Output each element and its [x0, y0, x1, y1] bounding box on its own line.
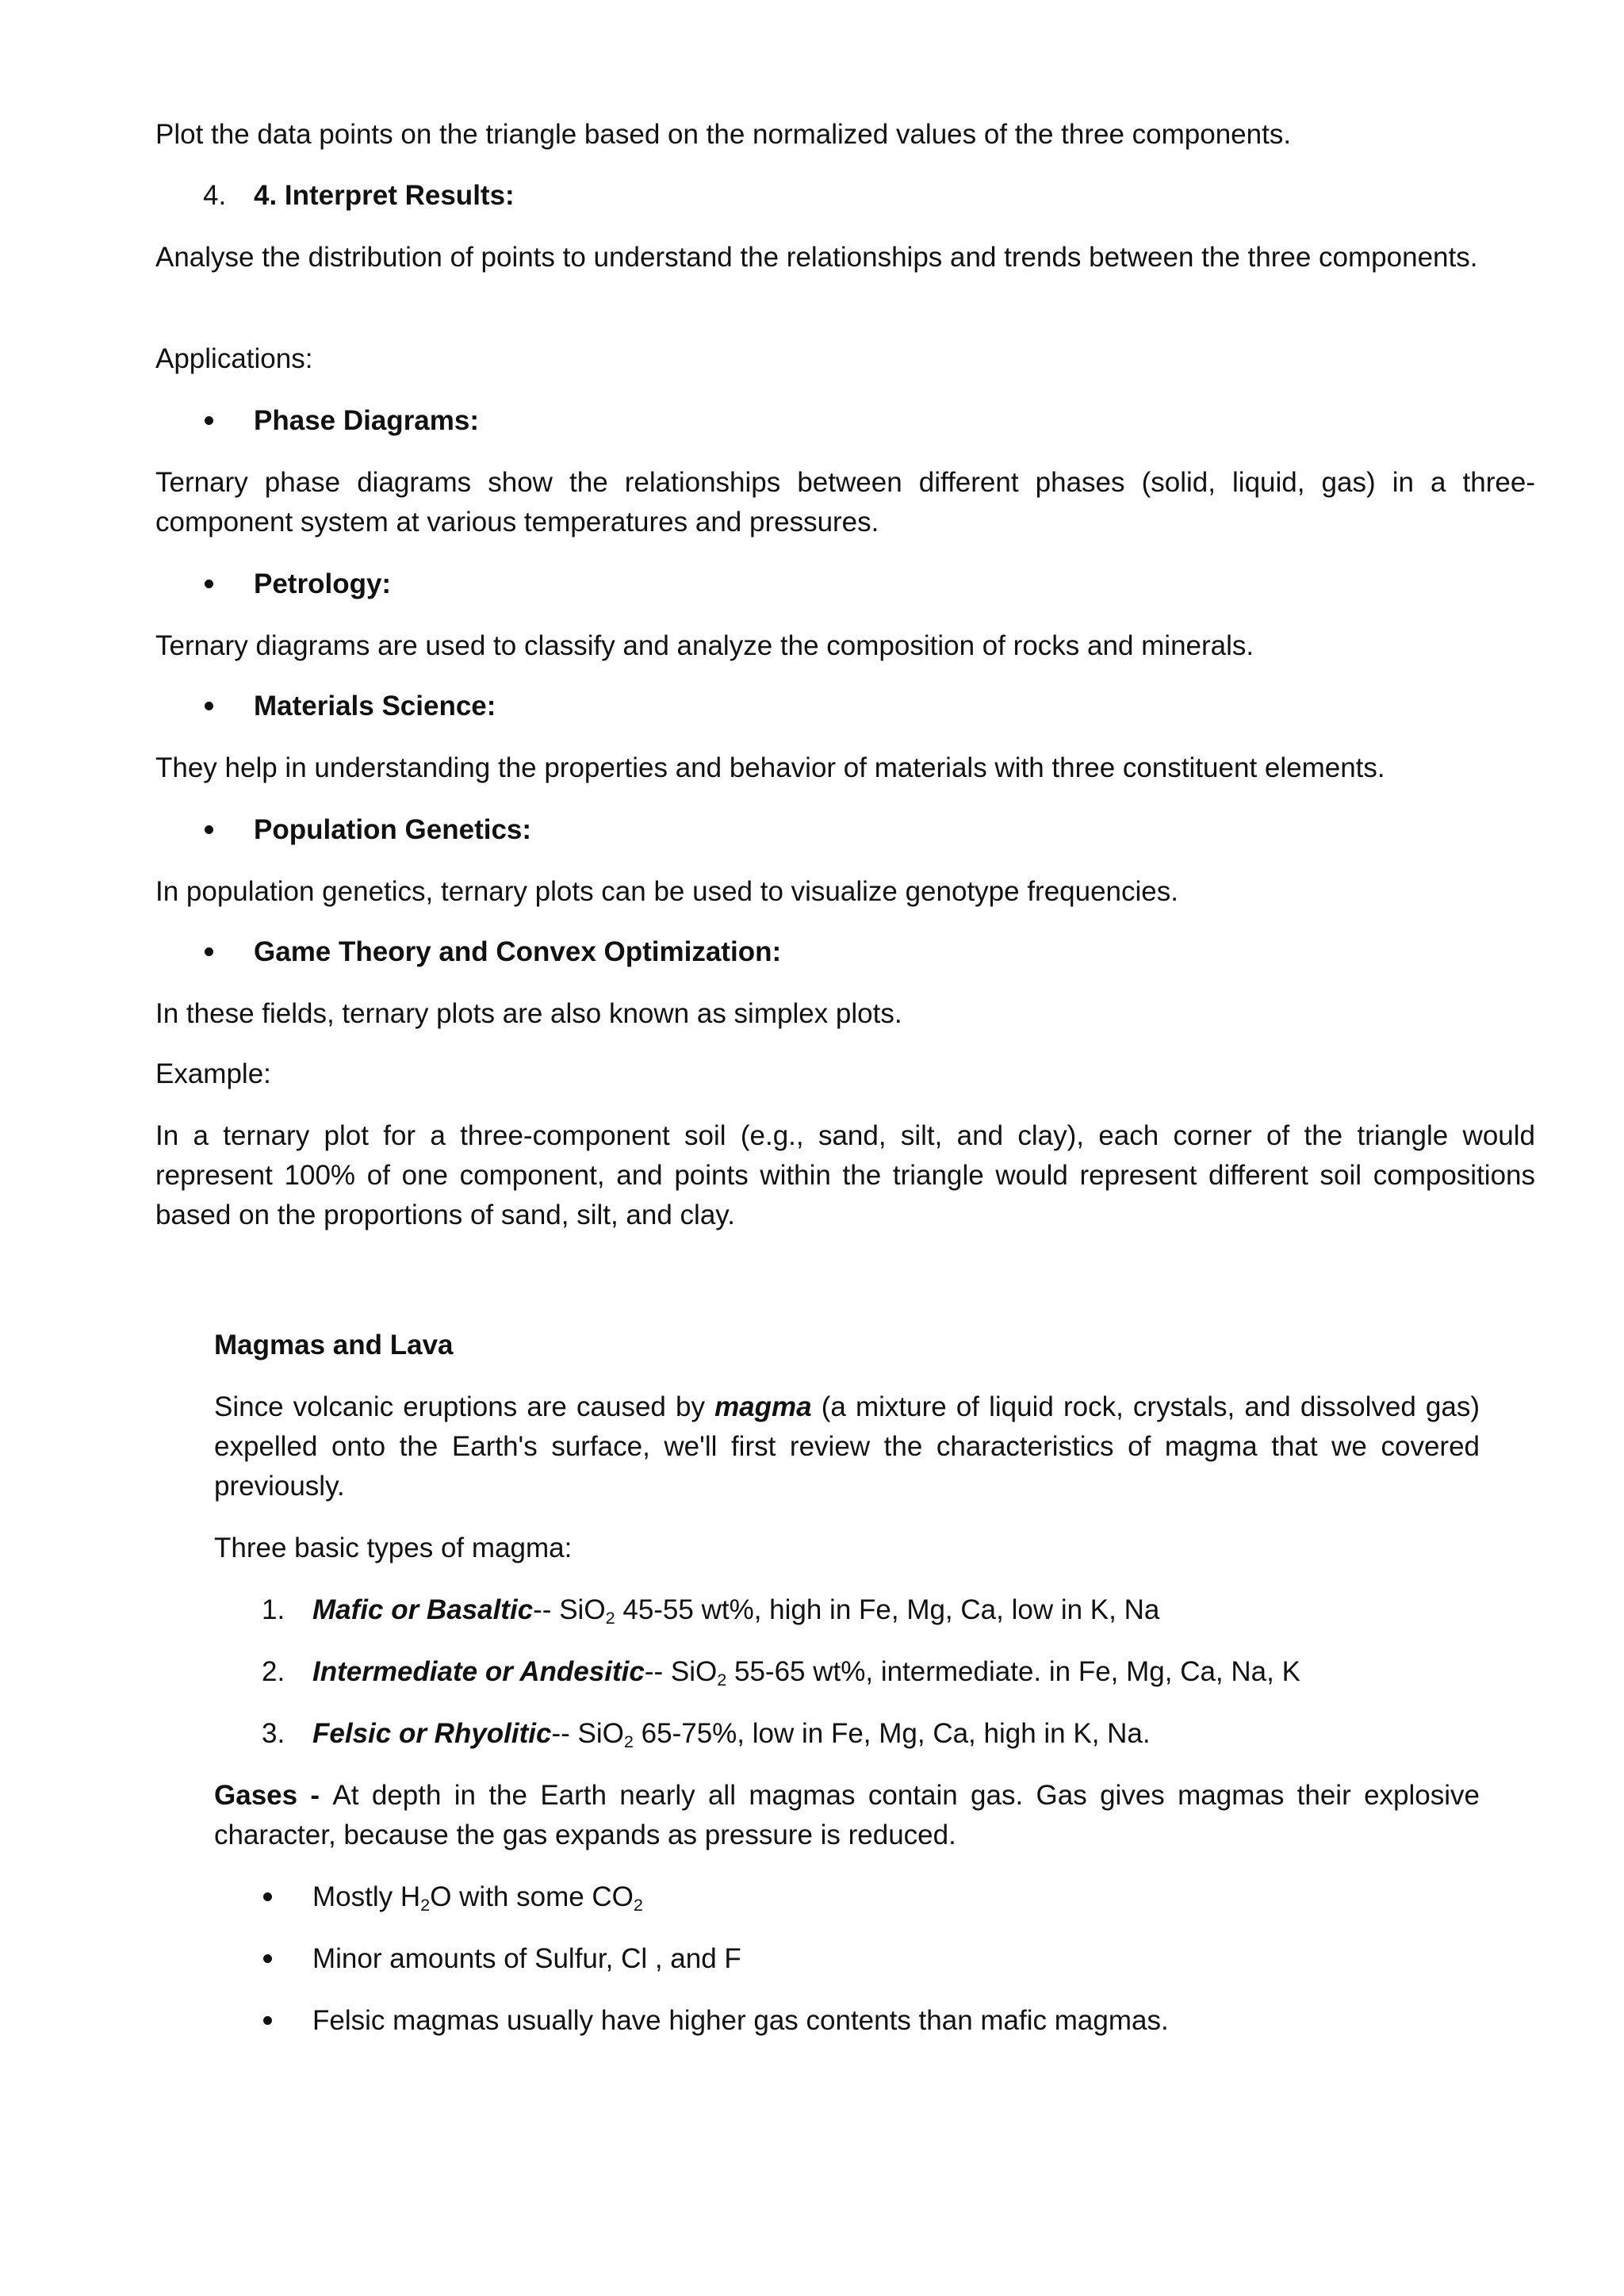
bullet-icon — [205, 810, 213, 850]
gas-item-text: Minor amounts of Sulfur, Cl , and F — [312, 1943, 741, 1974]
bullet-icon — [205, 687, 213, 726]
applications-label: Applications: — [155, 343, 313, 374]
bullet-icon — [263, 2001, 272, 2041]
magma-intro-paragraph: Since volcanic eruptions are caused by magma (a mixture of liquid rock, crystals, and dissolved gas) expelled onto the Earth's surface, we'll first review the characteristics of magma that we covered previously. — [214, 1391, 1480, 1502]
bullet-icon — [263, 1939, 272, 1979]
app-heading: Petrology: — [254, 568, 392, 599]
magma-type-text: Felsic or Rhyolitic-- SiO$_2$ 65-75%, low in Fe, Mg, Ca, high in K, Na. — [312, 1718, 1151, 1752]
app-text: In these fields, ternary plots are also known as simplex plots. — [155, 998, 902, 1029]
list-number: 1. — [262, 1594, 285, 1625]
bullet-icon — [205, 564, 213, 604]
gas-item-text: Mostly $H_2O$ with some $CO_2$ — [312, 1881, 643, 1915]
bullet-icon — [205, 401, 213, 441]
list-number: 3. — [262, 1718, 285, 1749]
example-label: Example: — [155, 1058, 271, 1089]
step-4-heading: 4. Interpret Results: — [254, 180, 515, 211]
app-heading: Population Genetics: — [254, 814, 532, 845]
app-heading: Materials Science: — [254, 691, 496, 721]
gases-paragraph: Gases - At depth in the Earth nearly all magmas contain gas. Gas gives magmas their explosive character, because the gas expands as pressure is reduced. — [214, 1780, 1480, 1850]
magmas-heading: Magmas and Lava — [214, 1330, 454, 1360]
magma-term: magma — [714, 1391, 812, 1422]
list-number: 2. — [262, 1656, 285, 1687]
app-text: They help in understanding the properties and behavior of materials with three constituent elements. — [155, 752, 1385, 783]
bullet-icon — [205, 932, 213, 972]
magma-type-text: Mafic or Basaltic-- SiO$_2$ 45-55 wt%, high in Fe, Mg, Ca, low in K, Na — [312, 1594, 1160, 1628]
plot-paragraph: Plot the data points on the triangle based on the normalized values of the three components. — [155, 119, 1292, 150]
app-heading: Phase Diagrams: — [254, 405, 480, 436]
types-label: Three basic types of magma: — [214, 1533, 573, 1563]
app-text: In population genetics, ternary plots can be used to visualize genotype frequencies. — [155, 876, 1178, 907]
app-text: Ternary phase diagrams show the relationships between different phases (solid, liquid, gas) in a three-component system at various temperatures and pressures. — [155, 467, 1535, 538]
gas-item-text: Felsic magmas usually have higher gas contents than mafic magmas. — [312, 2005, 1169, 2036]
gases-label: Gases - — [214, 1780, 333, 1811]
step-4-number: 4. — [203, 180, 227, 211]
analyse-paragraph: Analyse the distribution of points to understand the relationships and trends between the three components. — [155, 242, 1478, 273]
example-paragraph: In a ternary plot for a three-component soil (e.g., sand, silt, and clay), each corner of the triangle would represent 100% of one component, and points within the triangle would represent different soil compositions based on the proportions of sand, silt, and clay. — [155, 1120, 1535, 1230]
magma-type-text: Intermediate or Andesitic-- SiO$_2$ 55-65 wt%, intermediate. in Fe, Mg, Ca, Na, K — [312, 1656, 1300, 1690]
bullet-icon — [263, 1877, 272, 1917]
app-heading: Game Theory and Convex Optimization: — [254, 936, 782, 967]
app-text: Ternary diagrams are used to classify and analyze the composition of rocks and minerals. — [155, 630, 1254, 661]
